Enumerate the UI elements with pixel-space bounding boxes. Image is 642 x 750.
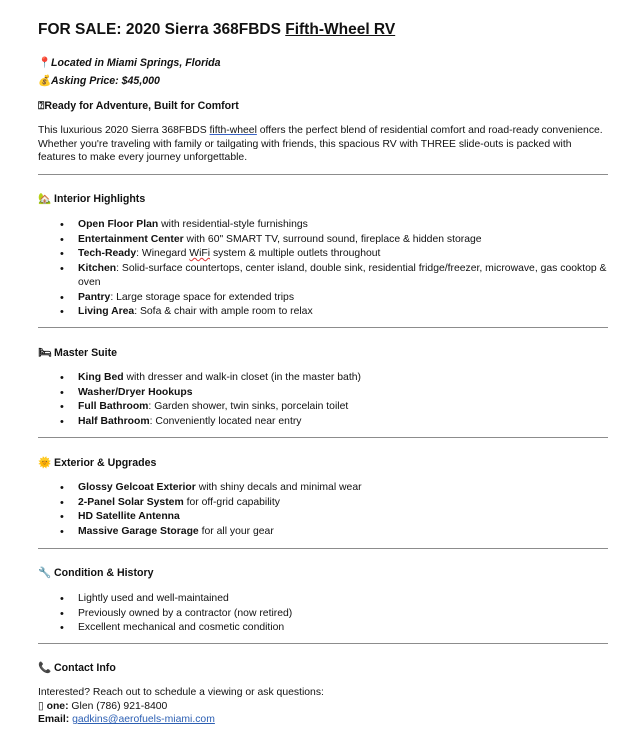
master-list bbox=[78, 371, 608, 429]
section-title-master bbox=[38, 346, 117, 359]
list-item: • Living Area: Sofa & chair with ample room to relax bbox=[78, 305, 608, 320]
phone-value: Glen (786) 921-8400 bbox=[68, 701, 168, 712]
list-item: • Pantry: Large storage space for extended trips bbox=[78, 291, 608, 306]
tagline bbox=[38, 100, 239, 113]
list-item: • Entertainment Center with 60" SMART TV, surround sound, fireplace & hidden storage bbox=[78, 233, 608, 248]
missing-glyph-icon: ▯ bbox=[38, 701, 44, 712]
price-text: Asking Price: $45,000 bbox=[51, 75, 160, 87]
title-prefix: FOR SALE: 2020 Sierra 368FBDS bbox=[38, 21, 286, 38]
price-line bbox=[38, 74, 160, 87]
divider bbox=[38, 174, 608, 175]
intro-text-1: This luxurious 2020 Sierra 368FBDS bbox=[38, 125, 210, 136]
wifi-text: : Winegard WiFi system & multiple outlets throughout bbox=[136, 248, 381, 259]
section-title-text: Condition & History bbox=[54, 567, 154, 579]
section-title-text: Interior Highlights bbox=[54, 193, 146, 205]
condition-list bbox=[78, 592, 608, 636]
money-bag-icon: 💰 bbox=[38, 75, 52, 87]
intro-paragraph bbox=[38, 124, 608, 165]
interior-list bbox=[78, 218, 608, 320]
tagline-text: Ready for Adventure, Built for Comfort bbox=[44, 100, 239, 112]
section-title-condition bbox=[38, 566, 153, 579]
email-link[interactable]: gadkins@aerofuels-miami.com bbox=[72, 714, 215, 725]
sun-icon: 🌞 bbox=[38, 457, 52, 469]
contact-email bbox=[38, 714, 215, 725]
divider bbox=[38, 548, 608, 549]
wrench-icon: 🔧 bbox=[38, 567, 52, 579]
phone-icon: 📞 bbox=[38, 662, 52, 674]
email-label: Email: bbox=[38, 714, 70, 725]
section-title-interior bbox=[38, 192, 145, 205]
section-title-text: Contact Info bbox=[54, 662, 116, 674]
list-item: • Full Bathroom: Garden shower, twin sinks, porcelain toilet bbox=[78, 400, 608, 415]
divider bbox=[38, 643, 608, 644]
divider bbox=[38, 327, 608, 328]
list-item: • Open Floor Plan with residential-style furnishings bbox=[78, 218, 608, 233]
contact-phone bbox=[38, 700, 167, 712]
section-title-exterior bbox=[38, 456, 156, 469]
list-item: • King Bed with dresser and walk-in closet (in the master bath) bbox=[78, 371, 608, 386]
location-line bbox=[38, 56, 221, 69]
pin-icon: 📍 bbox=[38, 57, 52, 69]
list-item: • Half Bathroom: Conveniently located near entry bbox=[78, 415, 608, 430]
list-item: • Kitchen: Solid-surface countertops, center island, double sink, residential fridge/freezer, microwave, gas cooktop & oven bbox=[78, 262, 608, 291]
list-item: • Excellent mechanical and cosmetic condition bbox=[78, 621, 608, 636]
list-item: • Lightly used and well-maintained bbox=[78, 592, 608, 607]
section-title-text: Master Suite bbox=[54, 347, 117, 359]
list-item: • Massive Garage Storage for all your gear bbox=[78, 525, 608, 540]
contact-intro: Interested? Reach out to schedule a viewing or ask questions: bbox=[38, 687, 324, 698]
exterior-list bbox=[78, 481, 608, 539]
list-item: • Previously owned by a contractor (now retired) bbox=[78, 607, 608, 622]
page-title bbox=[38, 21, 395, 39]
bed-icon: 🛏 bbox=[38, 347, 52, 359]
list-item: • Washer/Dryer Hookups bbox=[78, 386, 608, 401]
section-title-contact bbox=[38, 661, 116, 674]
list-item: • Glossy Gelcoat Exterior with shiny decals and minimal wear bbox=[78, 481, 608, 496]
list-item: • HD Satellite Antenna bbox=[78, 510, 608, 525]
intro-text-2: offers the perfect blend of residential comfort and road-ready convenience. Whether you're traveling with family or tailgating with friends, this spacious RV with THREE slide-outs is packed with features to make every journey unforgettable. bbox=[38, 125, 603, 164]
title-underlined: Fifth-Wheel RV bbox=[285, 21, 396, 38]
phone-label: one: bbox=[46, 701, 69, 712]
house-icon: 🏡 bbox=[38, 193, 52, 205]
location-text: Located in Miami Springs, Florida bbox=[51, 57, 221, 69]
section-title-text: Exterior & Upgrades bbox=[54, 457, 157, 469]
list-item: • Tech-Ready: Winegard WiFi system & multiple outlets throughout bbox=[78, 247, 608, 262]
intro-link-fifth-wheel: fifth-wheel bbox=[209, 125, 257, 136]
list-item: • 2-Panel Solar System for off-grid capability bbox=[78, 496, 608, 511]
missing-glyph-icon: ⍰ bbox=[38, 100, 45, 112]
divider bbox=[38, 437, 608, 438]
